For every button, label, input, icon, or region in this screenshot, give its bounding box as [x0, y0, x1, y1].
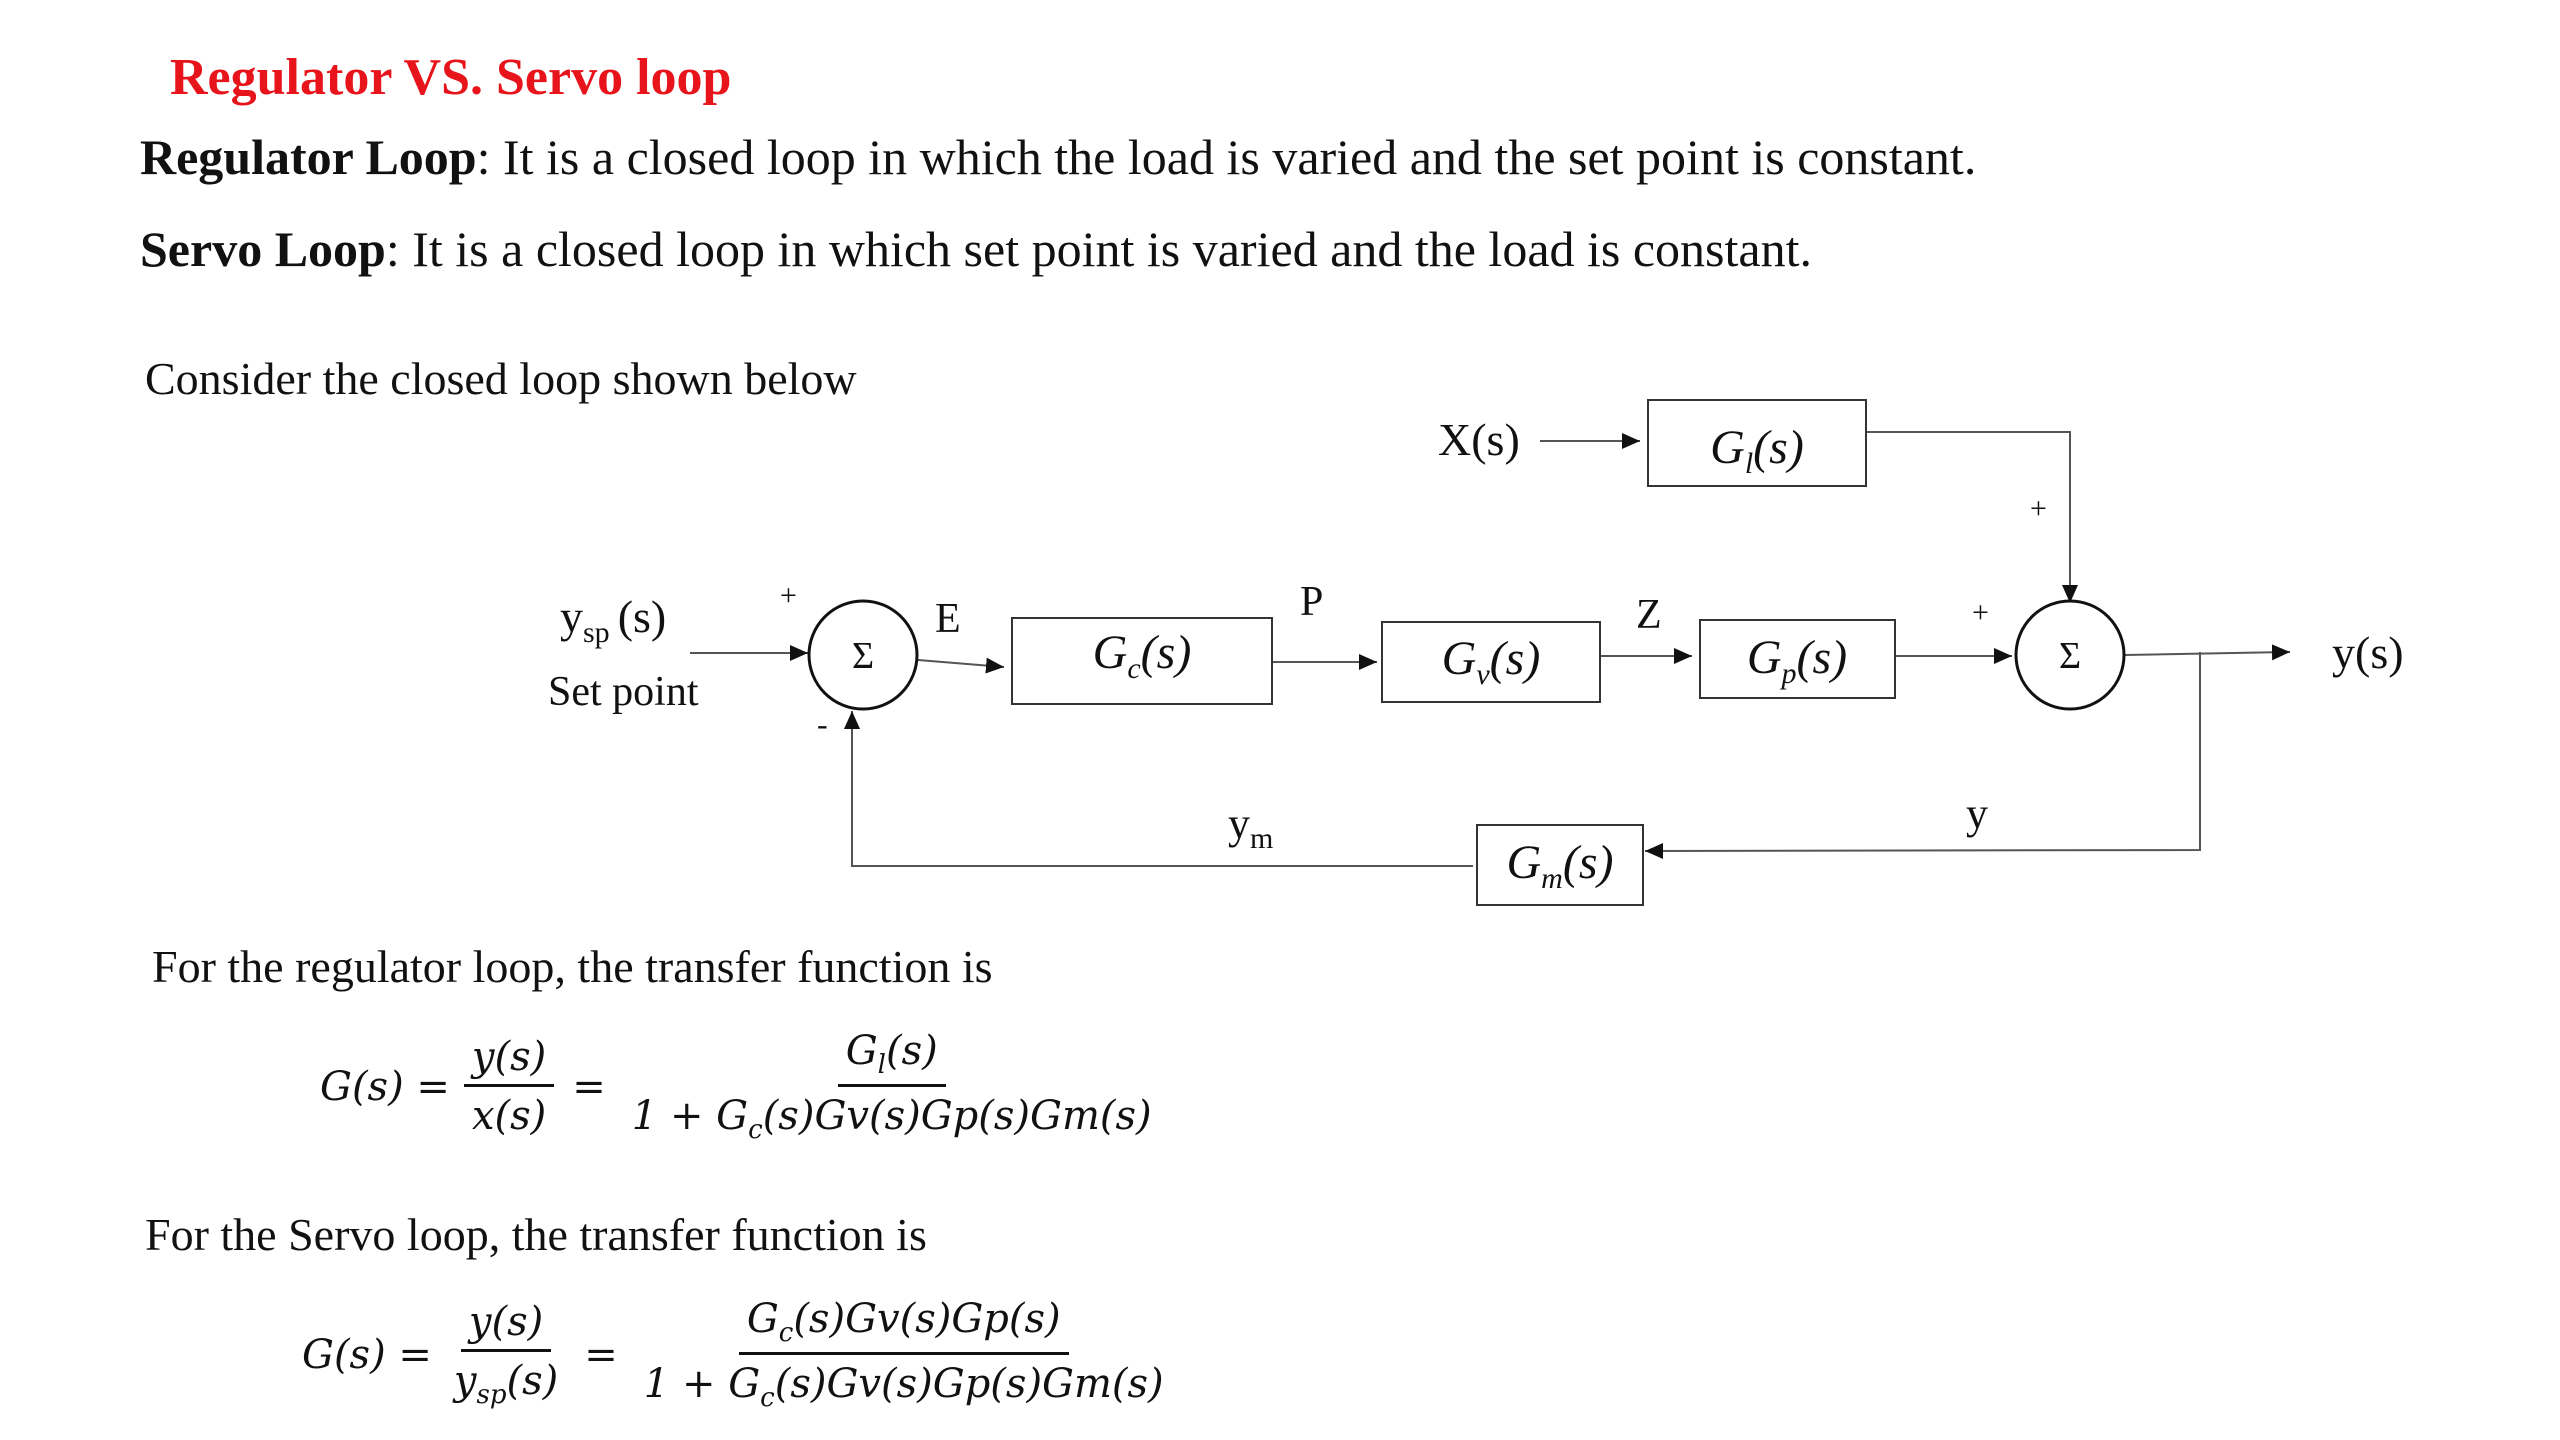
output-label: y(s) [2332, 627, 2404, 678]
controller-output-signal-label: P [1300, 579, 1324, 625]
setpoint-plus-sign: + [780, 579, 797, 612]
output-wire [2125, 652, 2290, 655]
regulator-tf-fraction [624, 1028, 1160, 1145]
controller-label: $G_c(s)$ [1092, 626, 1192, 685]
regulator-loop-text: : It is a closed loop in which the load is varied and the set point is constant. [476, 129, 1977, 185]
error-wire [918, 660, 1004, 667]
servo-intro-text: For the Servo loop, the transfer function is [145, 1209, 927, 1260]
servo-eq-equals: = [584, 1331, 618, 1378]
output-sum-symbol: Σ [2058, 635, 2082, 677]
regulator-tf-numerator: $G_l(s)$ [838, 1028, 946, 1087]
valve-output-signal-label: Z [1636, 592, 1662, 638]
measurement-label: $G_m(s)$ [1506, 836, 1614, 895]
regulator-ratio-denominator: x(s) [471, 1093, 547, 1139]
servo-tf-fraction [636, 1296, 1172, 1413]
setpoint-caption: Set point [548, 669, 699, 715]
regulator-loop-term: Regulator Loop [140, 129, 477, 185]
process-plus-sign: + [1972, 596, 1989, 629]
regulator-tf-denominator: $1 + G_c(s)Gv(s)Gp(s)Gm(s)$ [631, 1093, 1152, 1145]
output-signal-label: y [1966, 789, 1988, 838]
feedback-return-wire [852, 711, 1473, 866]
load-plus-sign: + [2030, 492, 2047, 525]
regulator-eq-equals: = [572, 1063, 606, 1110]
process-label: $G_p(s)$ [1746, 631, 1848, 690]
servo-ratio-denominator: $y_{sp}(s)$ [453, 1358, 559, 1410]
feedback-minus-sign: - [817, 706, 828, 742]
servo-tf-denominator: $1 + G_c(s)Gv(s)Gp(s)Gm(s)$ [643, 1361, 1164, 1413]
servo-loop-term: Servo Loop [140, 221, 386, 277]
servo-ratio-fraction [446, 1299, 566, 1410]
servo-tf-numerator: $G_c(s)Gv(s)Gp(s)$ [739, 1296, 1069, 1355]
servo-transfer-equation [302, 1296, 1172, 1413]
error-signal-label: E [935, 596, 961, 642]
regulator-ratio-numerator: y(s) [464, 1034, 554, 1087]
servo-ratio-numerator: y(s) [461, 1299, 551, 1352]
disturbance-input-label: X(s) [1438, 414, 1520, 465]
regulator-transfer-equation [320, 1028, 1160, 1145]
servo-eq-lhs: G(s) = [302, 1331, 432, 1378]
regulator-eq-lhs: G(s) = [320, 1063, 450, 1110]
consider-text: Consider the closed loop shown below [145, 353, 857, 404]
load-transfer-label: $G_l(s)$ [1710, 421, 1804, 480]
page-title: Regulator VS. Servo loop [170, 49, 732, 106]
regulator-ratio-fraction [464, 1034, 554, 1139]
valve-label: $G_v(s)$ [1441, 632, 1541, 691]
error-sum-symbol: Σ [851, 635, 875, 677]
setpoint-label: $y_{sp}$ (s) [560, 591, 667, 649]
measured-signal-label: $y_m$ [1228, 799, 1274, 855]
regulator-intro-text: For the regulator loop, the transfer function is [152, 941, 993, 992]
servo-loop-text: : It is a closed loop in which set point is varied and the load is constant. [385, 221, 1812, 277]
